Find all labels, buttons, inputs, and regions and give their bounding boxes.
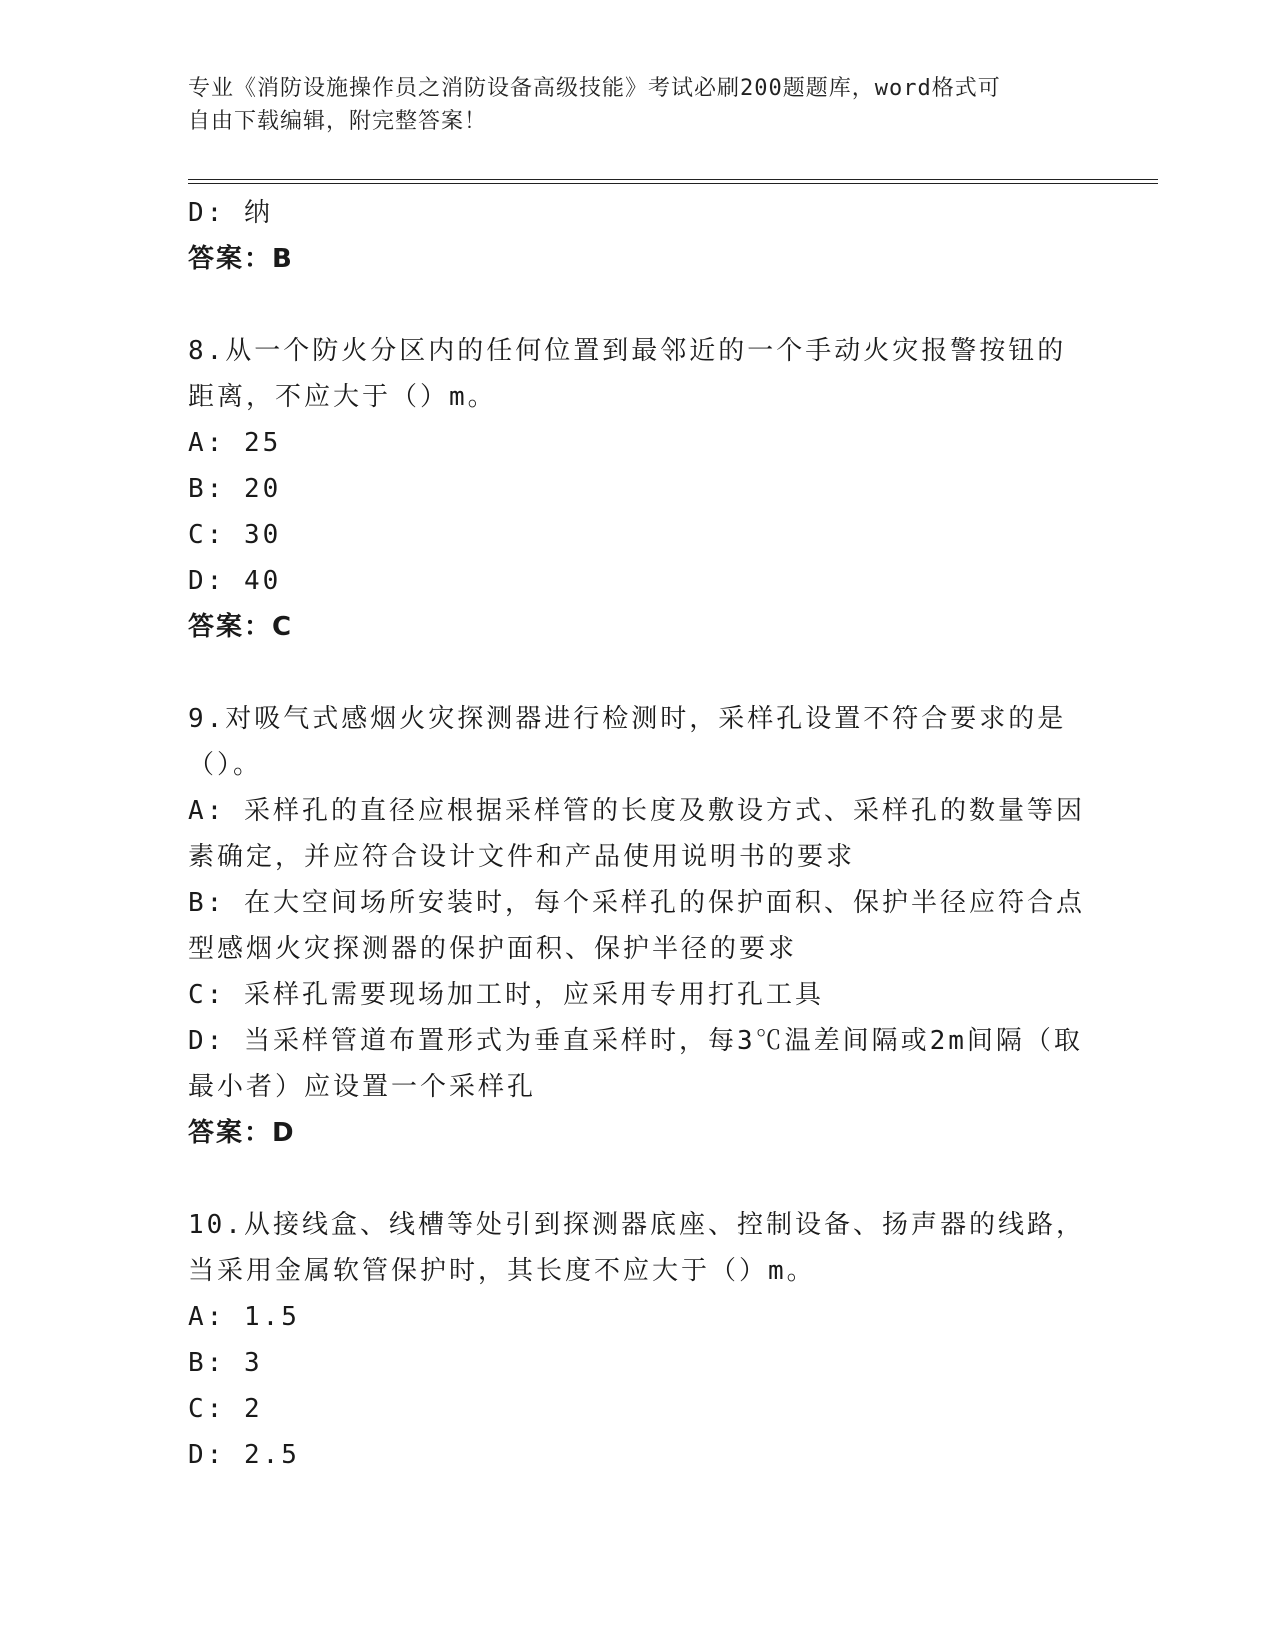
question-9	[188, 696, 1088, 1156]
question-10	[188, 1202, 1088, 1478]
option-a-line-1: A: 采样孔的直径应根据采样管的长度及敷设方式、采样孔的数量等因	[188, 796, 1085, 826]
option-d: D: 纳	[188, 198, 273, 228]
spacer	[188, 650, 1088, 696]
question-stem-line-1: 9.对吸气式感烟火灾探测器进行检测时，采样孔设置不符合要求的是	[188, 704, 1067, 734]
option-d: D: 40	[188, 566, 282, 596]
document-header	[188, 72, 1068, 138]
question-content	[188, 190, 1088, 1478]
option-d-line-1: D: 当采样管道布置形式为垂直采样时，每3℃温差间隔或2m间隔（取	[188, 1026, 1083, 1056]
header-divider-bottom	[188, 183, 1158, 184]
answer-line: 答案：B	[188, 244, 294, 274]
option-d-line-2: 最小者）应设置一个采样孔	[188, 1072, 537, 1102]
previous-question-tail	[188, 190, 1088, 282]
option-b: B: 3	[188, 1348, 263, 1378]
option-c: C: 2	[188, 1394, 263, 1424]
option-b-line-2: 型感烟火灾探测器的保护面积、保护半径的要求	[188, 934, 798, 964]
option-c: C: 采样孔需要现场加工时，应采用专用打孔工具	[188, 980, 824, 1010]
option-a: A: 25	[188, 428, 282, 458]
question-stem-line-2: （）。	[188, 750, 263, 780]
answer-line: 答案：C	[188, 612, 294, 642]
option-a: A: 1.5	[188, 1302, 300, 1332]
option-d: D: 2.5	[188, 1440, 300, 1470]
spacer	[188, 1156, 1088, 1202]
question-stem-line-2: 当采用金属软管保护时，其长度不应大于（）m。	[188, 1256, 816, 1286]
question-8	[188, 328, 1088, 650]
question-stem-line-1: 10.从接线盒、线槽等处引到探测器底座、控制设备、扬声器的线路，	[188, 1210, 1085, 1240]
question-stem-line-2: 距离，不应大于（）m。	[188, 382, 497, 412]
option-b: B: 20	[188, 474, 282, 504]
option-a-line-2: 素确定，并应符合设计文件和产品使用说明书的要求	[188, 842, 856, 872]
header-title-line-2: 自由下载编辑，附完整答案！	[188, 109, 488, 134]
question-stem-line-1: 8.从一个防火分区内的任何位置到最邻近的一个手动火灾报警按钮的	[188, 336, 1067, 366]
answer-line: 答案：D	[188, 1118, 296, 1148]
option-b-line-1: B: 在大空间场所安装时，每个采样孔的保护面积、保护半径应符合点	[188, 888, 1085, 918]
option-c: C: 30	[188, 520, 282, 550]
header-divider-top	[188, 179, 1158, 180]
spacer	[188, 282, 1088, 328]
header-title-line-1: 专业《消防设施操作员之消防设备高级技能》考试必刷200题题库，word格式可	[188, 76, 1001, 101]
